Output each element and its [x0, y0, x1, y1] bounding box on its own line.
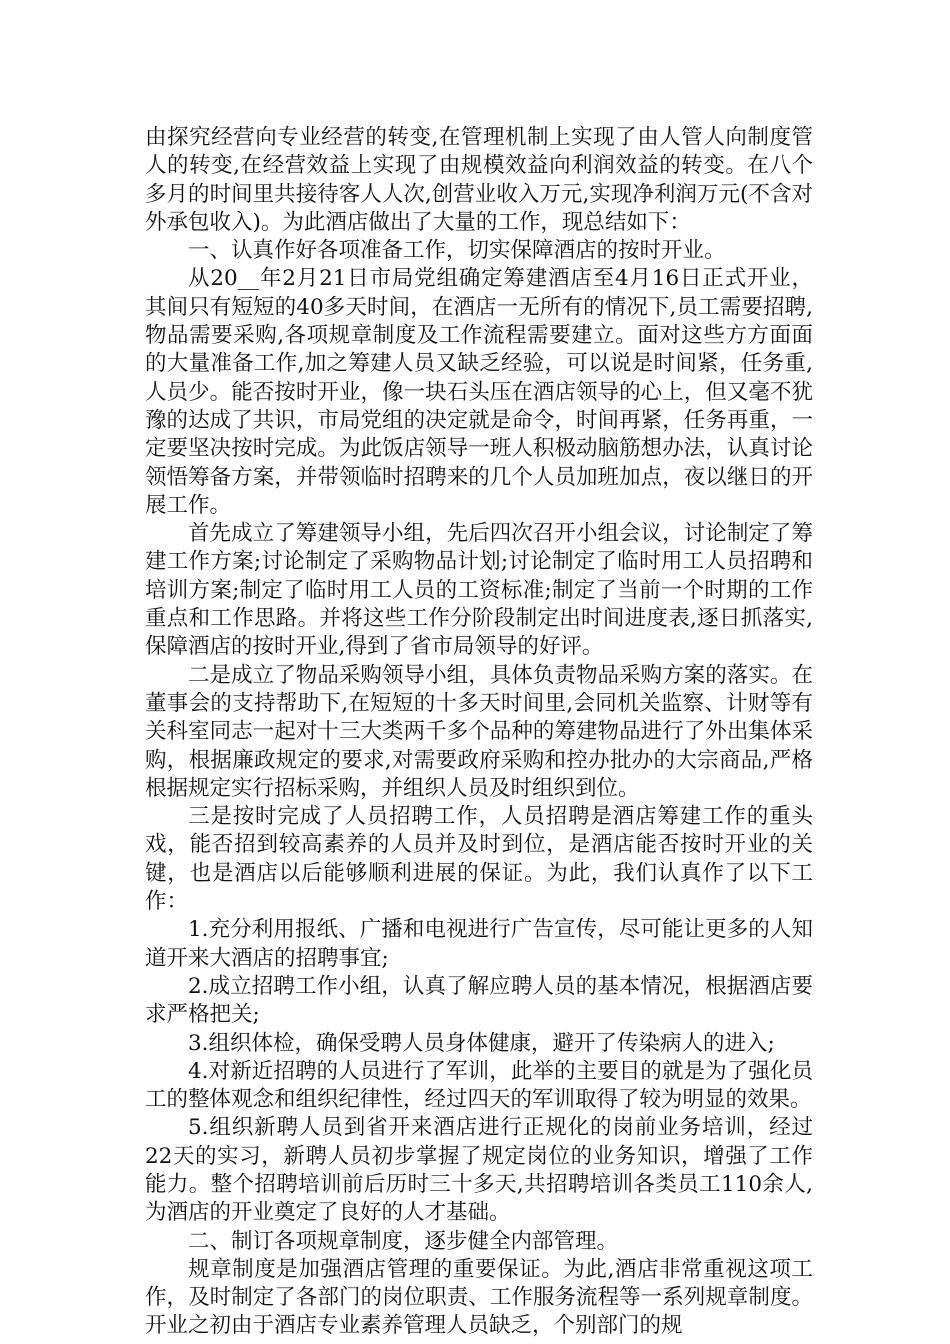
paragraph: 三是按时完成了人员招聘工作，人员招聘是酒店筹建工作的重头戏，能否招到较高素养的人员并及时到位，是酒店能否按时开业的关键，也是酒店以后能够顺利进展的保证。为此，我们认真作了以下工作：	[145, 804, 813, 915]
section-heading-1: 一、认真作好各项准备工作，切实保障酒店的按时开业。	[188, 238, 726, 264]
paragraph: 规章制度是加强酒店管理的重要保证。为此,酒店非常重视这项工作，及时制定了各部门的岗位职责、工作服务流程等一系列规章制度。开业之初由于酒店专业素养管理人员缺乏，个别部门的规	[145, 1256, 813, 1339]
list-item: 3.组织体检，确保受聘人员身体健康，避开了传染病人的进入;	[188, 1030, 775, 1056]
list-item: 5.组织新聘人员到省开来酒店进行正规化的岗前业务培训，经过22天的实习，新聘人员初步掌握了规定岗位的业务知识，增强了工作能力。整个招聘培训前后历时三十多天,共招聘培训各类员工110余人,为酒店的开业奠定了良好的人才基础。	[145, 1115, 813, 1226]
list-item: 4.对新近招聘的人员进行了军训，此举的主要目的就是为了强化员工的整体观念和组织纪律性，经过四天的军训取得了较为明显的效果。	[145, 1058, 813, 1113]
section-heading-2: 二、制订各项规章制度，逐步健全内部管理。	[188, 1228, 619, 1254]
list-item: 2.成立招聘工作小组，认真了解应聘人员的基本情况，根据酒店要求严格把关;	[145, 973, 813, 1028]
paragraph-intro-continued: 由探究经营向专业经营的转变,在管理机制上实现了由人管人向制度管人的转变,在经营效益上实现了由规模效益向利润效益的转变。在八个多月的时间里共接待客人人次,创营业收入万元,实现净利润万元(不含对外承包收入)。为此酒店做出了大量的工作，现总结如下：	[145, 125, 813, 235]
paragraph: 二是成立了物品采购领导小组，具体负责物品采购方案的落实。在董事会的支持帮助下,在短短的十多天时间里,会同机关监察、计财等有关科室同志一起对十三大类两千多个品种的筹建物品进行了外出集体采购，根据廉政规定的要求,对需要政府采购和控办批办的大宗商品,严格根据规定实行招标采购，并组织人员及时组织到位。	[145, 662, 813, 801]
document-page	[145, 124, 813, 1341]
list-item: 1.充分利用报纸、广播和电视进行广告宣传，尽可能让更多的人知道开来大酒店的招聘事宜;	[145, 917, 813, 971]
paragraph: 首先成立了筹建领导小组，先后四次召开小组会议，讨论制定了筹建工作方案;讨论制定了采购物品计划;讨论制定了临时用工人员招聘和培训方案;制定了临时用工人员的工资标准;制定了当前一个时期的工作重点和工作思路。并将这些工作分阶段制定出时间进度表,逐日抓落实,保障酒店的按时开业,得到了省市局领导的好评。	[145, 521, 813, 660]
paragraph: 从20__年2月21日市局党组确定筹建酒店至4月16日正式开业，其间只有短短的40多天时间，在酒店一无所有的情况下,员工需要招聘,物品需要采购,各项规章制度及工作流程需要建立。面对这些方方面面的大量准备工作,加之筹建人员又缺乏经验，可以说是时间紧，任务重,人员少。能否按时开业，像一块石头压在酒店领导的心上，但又毫不犹豫的达成了共识，市局党组的决定就是命令，时间再紧，任务再重，一定要坚决按时完成。为此饭店领导一班人积极动脑筋想办法，认真讨论领悟筹备方案，并带领临时招聘来的几个人员加班加点，夜以继日的开展工作。	[145, 266, 813, 518]
